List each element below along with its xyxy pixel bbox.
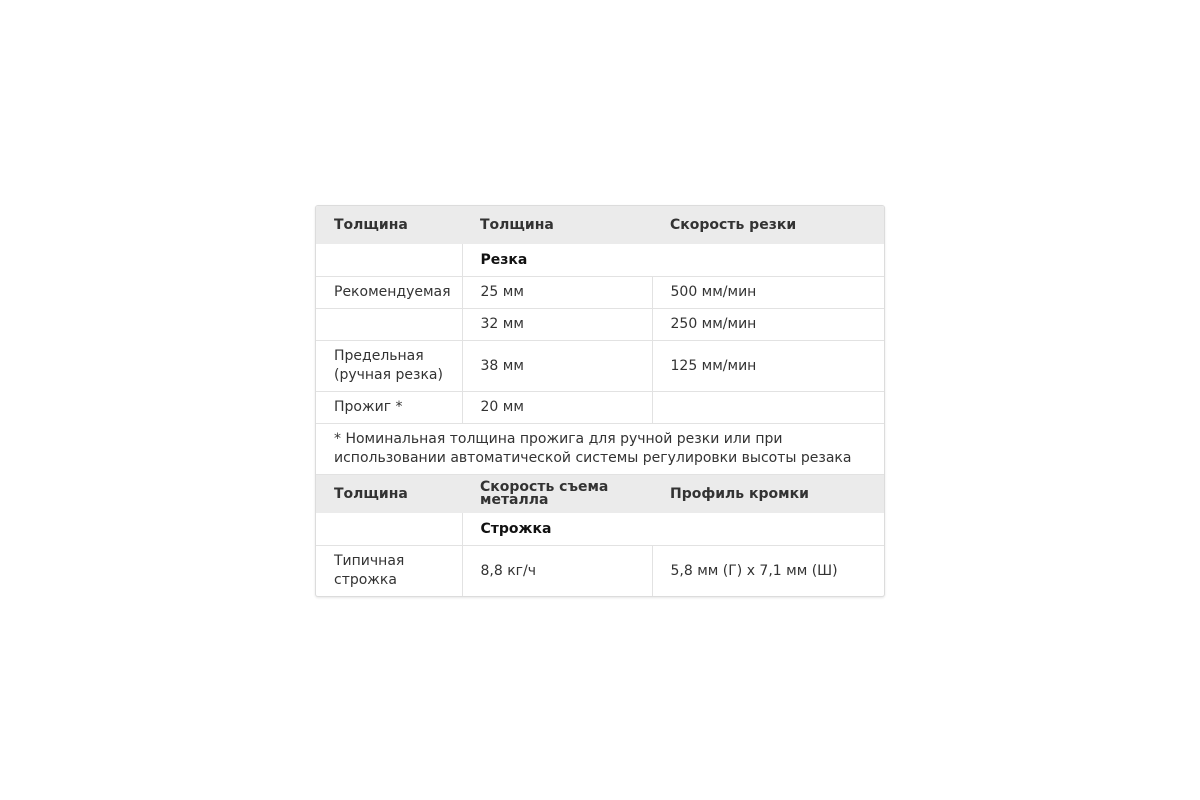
- spec-table-container: [315, 205, 885, 597]
- table-row: [316, 341, 884, 392]
- header-cell-removal-rate: Скорость съема металла: [462, 475, 652, 514]
- row-speed: [652, 392, 884, 424]
- table-row: [316, 546, 884, 597]
- header-cell-cutting-speed: Скорость резки: [652, 206, 884, 244]
- header-cell-edge-profile: Профиль кромки: [652, 475, 884, 514]
- header-cell-thickness: Толщина: [462, 206, 652, 244]
- spec-table: [316, 206, 884, 596]
- table-header-row-gouging: [316, 475, 884, 514]
- section-row-cutting: [316, 244, 884, 277]
- header-cell-thickness-label: Толщина: [316, 475, 462, 514]
- row-edge-profile: 5,8 мм (Г) x 7,1 мм (Ш): [652, 546, 884, 597]
- row-removal-rate: 8,8 кг/ч: [462, 546, 652, 597]
- row-label: Предельная (ручная резка): [316, 341, 462, 392]
- row-thickness: 38 мм: [462, 341, 652, 392]
- footnote-row: [316, 424, 884, 475]
- section-empty-cell: [316, 244, 462, 277]
- row-label: [316, 309, 462, 341]
- section-empty-cell: [316, 513, 462, 546]
- row-speed: 500 мм/мин: [652, 277, 884, 309]
- row-label: Типичная строжка: [316, 546, 462, 597]
- row-thickness: 25 мм: [462, 277, 652, 309]
- row-label: Прожиг *: [316, 392, 462, 424]
- table-row: [316, 277, 884, 309]
- row-speed: 125 мм/мин: [652, 341, 884, 392]
- row-speed: 250 мм/мин: [652, 309, 884, 341]
- table-header-row: [316, 206, 884, 244]
- section-title-cutting: Резка: [462, 244, 884, 277]
- table-row: [316, 309, 884, 341]
- section-row-gouging: [316, 513, 884, 546]
- table-row: [316, 392, 884, 424]
- footnote-text: * Номинальная толщина прожига для ручной резки или при использовании автоматической системы регулировки высоты резака: [316, 424, 884, 475]
- row-label: Рекомендуемая: [316, 277, 462, 309]
- row-thickness: 32 мм: [462, 309, 652, 341]
- section-title-gouging: Строжка: [462, 513, 884, 546]
- header-cell-thickness-label: Толщина: [316, 206, 462, 244]
- row-thickness: 20 мм: [462, 392, 652, 424]
